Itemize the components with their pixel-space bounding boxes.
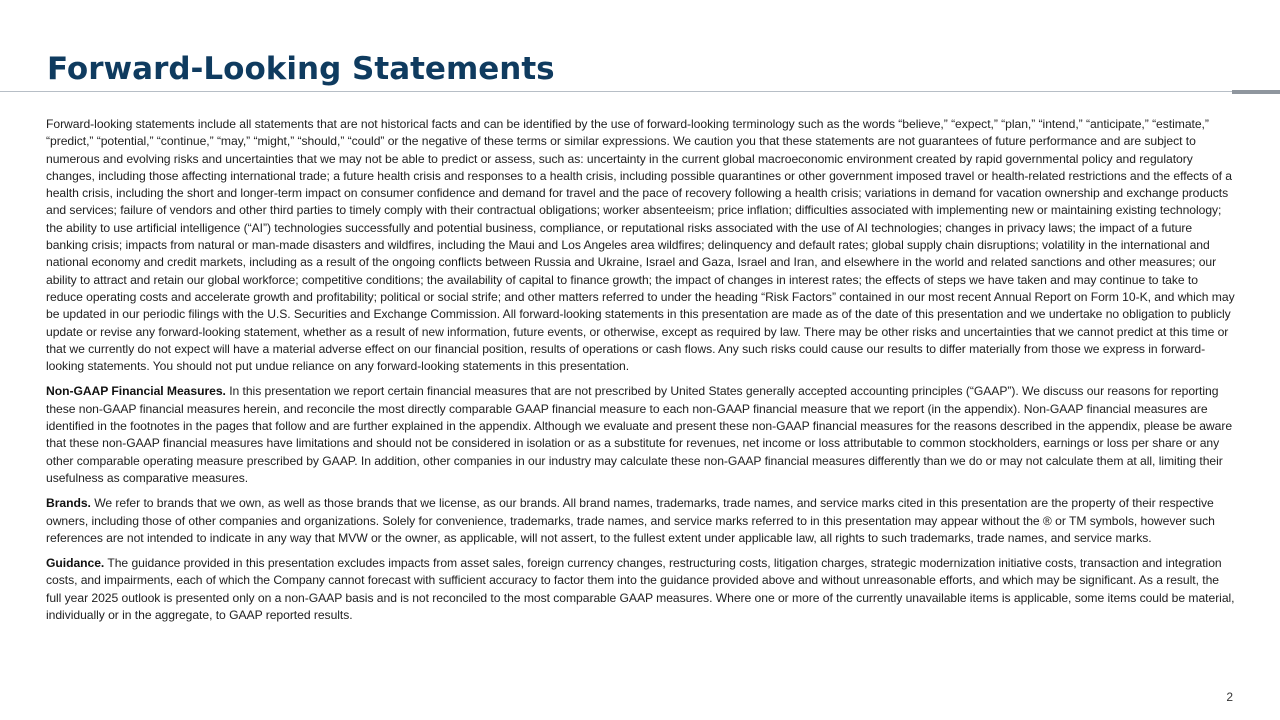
- brands-heading: Brands.: [46, 496, 91, 511]
- page-number: 2: [1226, 690, 1233, 704]
- forward-looking-paragraph: [46, 116, 1236, 375]
- guidance-text: The guidance provided in this presentation excludes impacts from asset sales, foreign currency changes, restructuring costs, litigation charges, strategic modernization initiative costs, transaction and integration costs, and impairments, each of which the Company cannot forecast with sufficient accuracy to factor them into the guidance provided above and without unreasonable efforts, and which may be significant. As a result, the full year 2025 outlook is presented only on a non-GAAP basis and is not reconciled to the most comparable GAAP measures. Where one or more of the currently unavailable items is applicable, some items could be material, individually or in the aggregate, to GAAP reported results.: [46, 556, 1235, 623]
- guidance-heading: Guidance.: [46, 556, 105, 571]
- divider-accent: [1232, 90, 1280, 94]
- non-gaap-paragraph: [46, 383, 1236, 487]
- disclaimer-body: [46, 116, 1236, 632]
- title-divider: [0, 91, 1280, 92]
- guidance-paragraph: [46, 555, 1236, 624]
- brands-text: We refer to brands that we own, as well as those brands that we license, as our brands. All brand names, trademarks, trade names, and service marks cited in this presentation are the property of their respective owners, including those of other companies and organizations. Solely for convenience, trademarks, trade names, and service marks referred to in this presentation may appear without the ® or TM symbols, however such references are not intended to indicate in any way that MVW or the owner, as applicable, will not assert, to the fullest extent under applicable law, all rights to such trademarks, trade names, and service marks.: [46, 496, 1215, 545]
- non-gaap-text: In this presentation we report certain financial measures that are not prescribed by United States generally accepted accounting principles (“GAAP”). We discuss our reasons for reporting these non-GAAP financial measures herein, and reconcile the most directly comparable GAAP financial measure to each non-GAAP financial measure that we report (in the appendix). Non-GAAP financial measures are identified in the footnotes in the pages that follow and are further explained in the appendix. Although we evaluate and present these non-GAAP financial measures for the reasons described in the appendix, please be aware that these non-GAAP financial measures have limitations and should not be considered in isolation or as a substitute for revenues, net income or loss attributable to common stockholders, earnings or loss per share or any other comparable operating measure prescribed by GAAP. In addition, other companies in our industry may calculate these non-GAAP financial measures differently than we do or may not calculate them at all, limiting their usefulness as comparative measures.: [46, 384, 1233, 485]
- forward-looking-text: Forward-looking statements include all statements that are not historical facts and can be identified by the use of forward-looking terminology such as the words “believe,” “expect,” “plan,” “intend,” “anticipate,” “estimate,” “predict,” “potential,” “continue,” “may,” “might,” “should,” “could” or the negative of these terms or similar expressions. We caution you that these statements are not guarantees of future performance and are subject to numerous and evolving risks and uncertainties that we may not be able to predict or assess, such as: uncertainty in the current global macroeconomic environment created by rapid governmental policy and regulatory changes, including those affecting international trade; a future health crisis and responses to a health crisis, including possible quarantines or other government imposed travel or health-related restrictions and the effects of a health crisis, including the short and longer-term impact on consumer confidence and demand for travel and the pace of recovery following a health crisis; variations in demand for vacation ownership and exchange products and services; failure of vendors and other third parties to timely comply with their contractual obligations; worker absenteeism; price inflation; difficulties associated with implementing new or maintaining existing technology; the ability to use artificial intelligence (“AI”) technologies successfully and potential business, compliance, or reputational risks associated with the use of AI technologies; changes in privacy laws; the impact of a future banking crisis; impacts from natural or man-made disasters and wildfires, including the Maui and Los Angeles area wildfires; delinquency and default rates; global supply chain disruptions; volatility in the international and national economy and credit markets, including as a result of the ongoing conflicts between Russia and Ukraine, Israel and Gaza, Israel and Iran, and elsewhere in the world and related sanctions and other measures; our ability to attract and retain our global workforce; competitive conditions; the availability of capital to finance growth; the impact of changes in interest rates; the effects of steps we have taken and may continue to take to reduce operating costs and accelerate growth and profitability; political or social strife; and other matters referred to under the heading “Risk Factors” contained in our most recent Annual Report on Form 10-K, and which may be updated in our periodic filings with the U.S. Securities and Exchange Commission. All forward-looking statements in this presentation are made as of the date of this presentation and we undertake no obligation to publicly update or revise any forward-looking statement, whether as a result of new information, future events, or otherwise, except as required by law. There may be other risks and uncertainties that we cannot predict at this time or that we currently do not expect will have a material adverse effect on our financial position, results of operations or cash flows. Any such risks could cause our results to differ materially from those we express in forward-looking statements. You should not put undue reliance on any forward-looking statements in this presentation.: [46, 117, 1235, 374]
- non-gaap-heading: Non-GAAP Financial Measures.: [46, 384, 226, 399]
- page-title: Forward-Looking Statements: [47, 51, 555, 87]
- brands-paragraph: [46, 495, 1236, 547]
